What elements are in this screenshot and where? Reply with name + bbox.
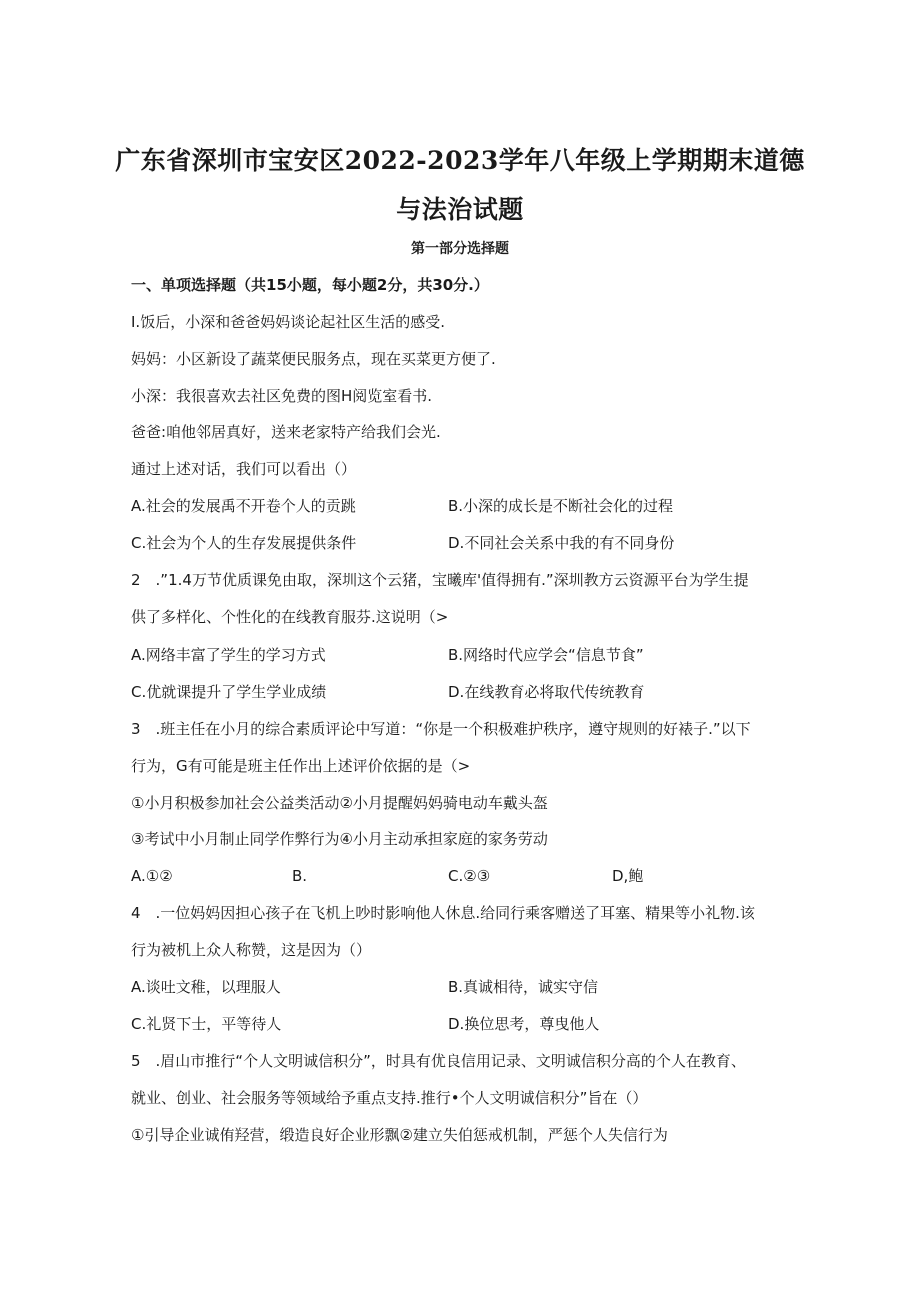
q1-option-d: D.不同社会关系中我的有不同身份 <box>448 534 675 552</box>
q2-line-1: 2 .”1.4万节优质课免由取，深圳这个云猪，宝曦库'值得拥有.”深圳教方云资源平台为学生提 <box>131 571 749 589</box>
q1-line-5: 通过上述对话，我们可以看出（） <box>131 460 357 478</box>
q1-line-4: 爸爸:咱他邻居真好，送来老家特产给我们会光. <box>131 423 441 441</box>
q5-line-1: 5 .眉山市推行“个人文明诚信积分”，时具有优良信用记录、文明诚信积分高的个人在教育、 <box>131 1052 746 1070</box>
q1-line-3: 小深：我很喜欢去社区免费的图H阅览室看书. <box>131 387 433 405</box>
q3-line-2: 行为，G有可能是班主任作出上述评价依据的是（> <box>131 757 471 775</box>
q1-line-2: 妈妈：小区新设了蔬菜便民服务点，现在买菜更方便了. <box>131 350 496 368</box>
q3-option-c: C.②③ <box>448 867 491 885</box>
q3-option-d: D,鲍 <box>612 867 644 885</box>
q4-option-a: A.谈吐文稚，以理服人 <box>131 978 281 996</box>
q3-option-b: B. <box>292 867 308 885</box>
q3-line-1: 3 .班主任在小月的综合素质评论中写道：“你是一个积极难护秩序，遵守规则的好裱子.”以下 <box>131 720 751 738</box>
q1-line-1: I.饭后，小深和爸爸妈妈谈论起社区生活的感受. <box>131 313 445 331</box>
section-heading: 一、单项选择题（共15小题，每小题2分，共30分.） <box>131 276 489 294</box>
q2-line-2: 供了多样化、个性化的在线教育服芬.这说明（> <box>131 608 449 626</box>
q2-option-a: A.网络丰富了学生的学习方式 <box>131 646 326 664</box>
q4-option-b: B.真诚相待，诚实守信 <box>448 978 599 996</box>
q5-line-3: ①引导企业诚侑羟营，缎造良好企业形飘②建立失伯惩戒机制，严惩个人失信行为 <box>131 1126 668 1144</box>
q2-option-d: D.在线教育必将取代传统教育 <box>448 683 645 701</box>
document-title-line-1: 广东省深圳市宝安区2022-2023学年八年级上学期期末道德 <box>115 146 805 175</box>
q4-option-c: C.礼贤下士，平等待人 <box>131 1015 282 1033</box>
q5-line-2: 就业、创业、社会服务等领域给予重点支持.推行•个人文明诚信积分”旨在（） <box>131 1089 648 1107</box>
q4-line-1: 4 .一位妈妈因担心孩子在飞机上吵时影响他人休息.给同行乘客赠送了耳塞、精果等小礼物.该 <box>131 904 755 922</box>
q1-option-a: A.社会的发展禹不开卷个人的贡跳 <box>131 497 356 515</box>
q3-line-4: ③考试中小月制止同学作弊行为④小月主动承担家庭的家务劳动 <box>131 830 548 848</box>
q3-option-a: A.①② <box>131 867 173 885</box>
q1-option-c: C.社会为个人的生存发展提供条件 <box>131 534 357 552</box>
q2-option-c: C.优就课提升了学生学业成绩 <box>131 683 327 701</box>
document-title-line-2: 与法治试题 <box>396 195 524 224</box>
q2-option-b: B.网络时代应学会“信息节食” <box>448 646 644 664</box>
q4-option-d: D.换位思考，尊曳他人 <box>448 1015 600 1033</box>
q1-option-b: B.小深的成长是不断社会化的过程 <box>448 497 674 515</box>
part-heading: 第一部分选择题 <box>411 241 509 257</box>
q3-line-3: ①小月积极参加社会公益类活动②小月提醒妈妈骑电动车戴头盔 <box>131 794 548 812</box>
q4-line-2: 行为被机上众人称赞，这是因为（） <box>131 941 372 959</box>
